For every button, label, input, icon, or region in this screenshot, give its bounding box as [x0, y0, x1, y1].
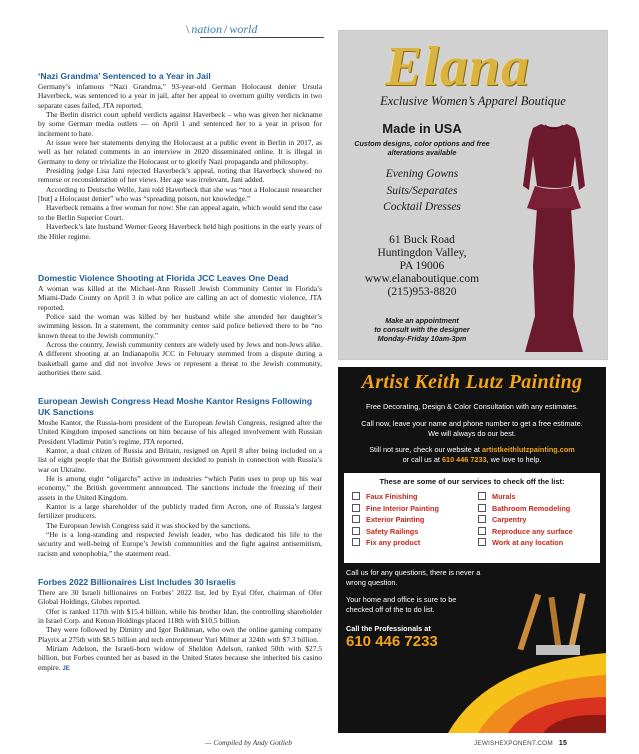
- paint-blurb-todo: Your home and office is sure to be checked off of the to do list.: [346, 595, 457, 614]
- service-label: Fine Interior Painting: [366, 503, 439, 513]
- brush-ferrule: [536, 645, 580, 655]
- elana-tagline: Exclusive Women’s Apparel Boutique: [380, 94, 566, 108]
- service-item: [352, 537, 439, 549]
- article-florida-jcc: [38, 273, 322, 377]
- elana-phone: (215)953-8820: [387, 286, 457, 298]
- article-paragraph: They were followed by Dimitry and Igor Bukhman, who own the online gaming company Playrix at 275th with $8.5 billion and tech entrepreneur Yuri Milner at 324th with $7.3 billion.: [38, 625, 322, 644]
- article-headline: Domestic Violence Shooting at Florida JCC Leaves One Dead: [38, 273, 289, 283]
- services-column-left: [352, 491, 439, 549]
- checkbox-icon: [352, 538, 360, 546]
- service-label: Exterior Painting: [366, 515, 425, 525]
- service-item: [352, 491, 439, 503]
- paint-ad-call: [348, 419, 596, 439]
- paint-site-text: , we love to help.: [486, 455, 542, 464]
- article-paragraph: According to Deutsche Welle, Jani told Haverbeck that she was “not a Holocaust researcher [but] a Holocaust denier” who was “spreading poison, not knowledge.”: [38, 184, 322, 204]
- page-footer: [474, 740, 567, 747]
- service-label: Work at any location: [492, 538, 564, 548]
- elana-item: Cocktail Dresses: [383, 201, 461, 213]
- elana-address: [347, 234, 497, 299]
- article-headline: European Jewish Congress Head Moshe Kantor Resigns Following UK Sanctions: [38, 396, 313, 417]
- article-paragraph: There are 30 Israeli billionaires on Forbes’ 2022 list, led by Eyal Ofer, chairman of Ofer Global Holdings, Globes reported.: [38, 588, 322, 607]
- elana-item: Suits/Separates: [386, 184, 458, 197]
- service-item: [478, 503, 573, 515]
- article-paragraph: [38, 644, 322, 674]
- service-label: Safety Railings: [366, 526, 419, 536]
- paint-site-text: Still not sure, check our website at: [369, 445, 480, 454]
- elana-appointment-line: Monday-Friday 10am-3pm: [377, 334, 467, 343]
- service-label: Murals: [492, 492, 516, 501]
- service-item: [352, 503, 439, 515]
- article-paragraph: Haverbeck remains a free woman for now: She can appeal again, which would send the case to the Berlin Superior Court.: [38, 203, 322, 222]
- paint-call-professionals: Call the Professionals at: [346, 624, 431, 633]
- paint-call-line: We will always do our best.: [428, 429, 516, 438]
- service-label: Carpentry: [492, 515, 527, 525]
- article-paragraph: Across the country, Jewish community centers are widely used by Jews and non-Jews alike. A different shooting at an Indianapolis JCC in February stemmed from a dispute during a basketball game and did not involve Jews or represent a threat to the Jewish community, authorities there said.: [38, 340, 322, 378]
- elana-custom-note: Custom designs, color options and free alterations available: [354, 139, 490, 157]
- paint-blurb-questions: Call us for any questions, there is never a wrong question.: [346, 568, 481, 587]
- article-paragraph-text: Miriam Adelson, the Israeli-born widow of Sheldon Adelson, ranked 50th with $27.5 billion, but Forbes counted her as based in the United States because she inherited his casino empire.: [38, 644, 322, 672]
- brush-handle-2: [548, 597, 561, 649]
- checkbox-icon: [352, 492, 360, 500]
- brush-handle-3: [568, 593, 586, 649]
- dress-skirt: [525, 208, 583, 352]
- dress-image: [499, 116, 608, 356]
- service-item: [352, 526, 439, 538]
- checkbox-icon: [352, 527, 360, 535]
- article-paragraph: Police said the woman was killed by her husband while she attended her daughter’s swimming lesson. In a statement, the community center said police believed there to be “no known threat to the Jewish community.”: [38, 312, 322, 340]
- article-paragraph: Presiding judge Lisa Jani rejected Haverbeck’s appeal, noting that Haverbeck showed no remorse or reconsideration of her views. Her age was irrelevant, Jani added.: [38, 166, 322, 185]
- checkbox-icon: [478, 504, 486, 512]
- paint-phone-number: 610 446 7233: [346, 633, 438, 650]
- paint-ad-subtitle: Free Decorating, Design & Color Consultation with any estimates.: [365, 402, 579, 411]
- service-label: Bathroom Remodeling: [492, 503, 571, 513]
- section-rule: [200, 37, 324, 38]
- elana-address-line: Huntingdon Valley,: [377, 247, 467, 259]
- article-paragraph: The European Jewish Congress said it was shocked by the sanctions.: [46, 520, 251, 530]
- checkbox-icon: [478, 527, 486, 535]
- services-heading: These are some of our services to check off the list:: [379, 477, 565, 486]
- elana-made-in-usa: Made in USA: [382, 121, 462, 136]
- article-headline: ‘Nazi Grandma’ Sentenced to a Year in Jail: [38, 71, 211, 81]
- elana-appointment-line: Make an appointment: [385, 316, 459, 325]
- elana-item: Evening Gowns: [385, 168, 459, 180]
- paint-call-line: Call now, leave your name and phone number to get a free estimate.: [361, 419, 583, 428]
- service-item: [478, 514, 573, 526]
- article-headline: Forbes 2022 Billionaires List Includes 30 Israelis: [38, 577, 236, 587]
- footer-site: JEWISHEXPONENT.COM: [474, 740, 553, 747]
- dress-bodice: [523, 124, 585, 190]
- services-column-right: [478, 491, 573, 549]
- checkbox-icon: [478, 492, 486, 500]
- elana-website[interactable]: www.elanaboutique.com: [364, 273, 480, 285]
- section-header: [184, 22, 257, 37]
- keith-lutz-painting-ad[interactable]: [338, 367, 606, 733]
- compiled-by-credit: — Compiled by Andy Gotlieb: [205, 738, 292, 747]
- elana-logo: Elana: [385, 36, 531, 98]
- elana-ad[interactable]: [338, 30, 608, 360]
- article-paragraph: Moshe Kantor, the Russia-born president of the European Jewish Congress, resigned after the United Kingdom imposed sanctions on him because of his alleged involvement with Russian President Vladimir Putin’s regime, JTA reported.: [38, 418, 322, 446]
- elana-address-line: 61 Buck Road: [389, 234, 455, 246]
- service-item: [478, 537, 573, 549]
- article-paragraph: Kantor is a large shareholder of the publicly traded firm Acron, one of Russia’s largest fertilizer producers.: [38, 502, 322, 521]
- article-paragraph: Kantor, a dual citizen of Russia and Britain, resigned on April 8 after being included on a list of eight people that the British government decided to punish in connection with Russia’s war on Ukraine.: [38, 446, 322, 474]
- service-label: Reproduce any surface: [492, 526, 573, 536]
- checkbox-icon: [478, 538, 486, 546]
- checkbox-icon: [352, 504, 360, 512]
- section-separator: /: [224, 22, 228, 36]
- article-paragraph: At issue were her statements denying the Holocaust at a public event in Berlin in 2017, as well as her related comments in an interview in 2020 disseminated online. It is illegal in Germany to deny or trivialize the Holocaust or to glorify Nazi propaganda and philosophy.: [38, 138, 322, 166]
- article-paragraph: A woman was killed at the Michael-Ann Russell Jewish Community Center in Florida’s Miami-Dade County on April 3 in what police are calling an act of domestic violence, JTA reported.: [38, 284, 322, 312]
- article-moshe-kantor: [38, 396, 322, 558]
- article-forbes-billionaires: [38, 577, 322, 674]
- service-label: Faux Finishing: [366, 492, 418, 501]
- service-item: [478, 491, 573, 503]
- section-slash-lead: \: [186, 22, 190, 36]
- section-world: world: [229, 22, 258, 36]
- brush-handle-1: [517, 594, 541, 651]
- article-paragraph: He is among eight “oligarchs” active in industries “which Putin uses to prop up his war economy,” the British government announced. The sanctions include the freezing of their assets in the United Kingdom.: [38, 474, 322, 502]
- article-paragraph: Ofer is ranked 117th with $15.4 billion, while his brother Idan, the controlling shareholder in Israel Corp. and Kenon Holdings placed 118th with $10.5 billion.: [38, 606, 322, 626]
- section-nation: nation: [191, 22, 223, 36]
- elana-address-line: PA 19006: [399, 260, 445, 272]
- end-mark: JE: [62, 665, 70, 672]
- paint-ad-title: Artist Keith Lutz Painting: [361, 371, 583, 393]
- article-paragraph: Germany’s infamous “Nazi Grandma,” 93-year-old German Holocaust denier Ursula Haverbeck, was sentenced to a year in jail, after her appeal to overturn guilty verdicts in two separate cases failed, JTA reported.: [38, 82, 322, 110]
- paint-site-text: or call us at: [402, 455, 440, 464]
- elana-item-list: [347, 166, 497, 216]
- article-paragraph: “He is a long-standing and respected Jewish leader, who has dedicated his life to the security and well-being of Europe’s Jewish communities and the fight against antisemitism, racism and xenophobia,” the statement read.: [38, 530, 322, 558]
- service-label: Fix any product: [366, 538, 421, 548]
- checkbox-icon: [352, 515, 360, 523]
- paint-phone-inline: 610 446 7233: [441, 455, 487, 464]
- elana-appointment-line: to consult with the designer: [374, 325, 470, 334]
- page-number: 15: [558, 740, 568, 747]
- elana-appointment: [347, 316, 497, 343]
- paint-website-link[interactable]: artistkeithlutzpainting.com: [481, 445, 575, 454]
- article-nazi-grandma: [38, 71, 322, 241]
- services-checklist: [344, 473, 600, 563]
- checkbox-icon: [478, 515, 486, 523]
- article-paragraph: The Berlin district court upheld verdicts against Haverbeck – who was given her nickname by some German media outlets — on April 1 and sentenced her to a year in prison for incitement to hate.: [38, 110, 322, 138]
- paint-ad-website-block: [348, 445, 596, 465]
- article-paragraph: Haverbeck’s late husband Werner Georg Haverbeck held high positions in the early years of the Hitler regime.: [38, 222, 322, 241]
- service-item: [352, 514, 439, 526]
- service-item: [478, 526, 573, 538]
